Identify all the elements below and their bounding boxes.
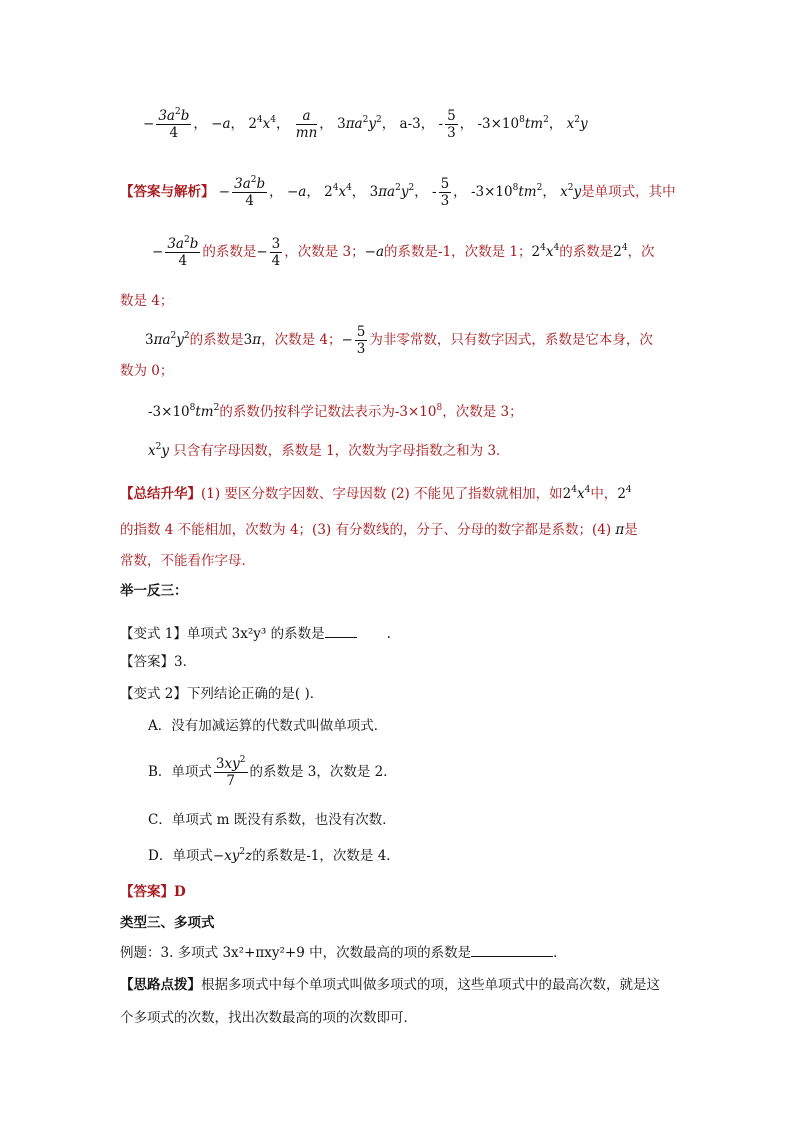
variant-1: 【变式 1】单项式 3x²y³ 的系数是 .: [120, 626, 391, 642]
practice-heading: 举一反三：: [120, 583, 188, 599]
answer-line-7: $x^2y$ 只含有字母因数，系数是 1，次数为字母指数之和为 3．: [148, 442, 510, 459]
section-heading: 类型三、多项式: [120, 915, 215, 931]
answer-tag: 【答案与解析】: [120, 184, 215, 200]
example-question: 例题：3. 多项式 3x²+πxy²+9 中，次数最高的项的系数是 ．: [120, 945, 567, 961]
answer-line-5: 数为 0；: [120, 363, 174, 379]
summary-line-3: 常数，不能看作字母．: [120, 553, 255, 569]
option-d: D．单项式$-xy^2z$的系数是-1，次数是 4．: [148, 847, 400, 864]
expression-list: − $\frac{3a^2b}{4}$ ， −a， $2^4x^4$， $\frac{a}{mn}$ ， $3\pi a^2y^2$， a-3， - $\frac{5}{3}$ ， $-3\times 10^8tm^2$， $x^2y$: [143, 107, 588, 141]
option-b: B．单项式 $\frac{3xy^2}{7}$ 的系数是 3，次数是 2．: [148, 755, 397, 789]
answer-line-4: $3\pi a^2y^2$的系数是3π，次数是 4；− $\frac{5}{3}$ 为非零常数，只有数字因式，系数是它本身，次: [145, 324, 653, 357]
answer-line-2: − $\frac{3a^2b}{4}$ 的系数是− $\frac{3}{4}$ ，次数是 3；−a的系数是-1，次数是 1；$2^4x^4$的系数是$2^4$，次: [152, 235, 655, 269]
answer-line-1: 【答案与解析】 − $\frac{3a^2b}{4}$ ， −a， $2^4x^4$， $3\pi a^2y^2$， - $\frac{5}{3}$ ， $-3\times 10^8tm^2$， $x^2y$是单项式，其中: [120, 175, 676, 209]
summary-line-2: 的指数 4 不能相加，次数为 4；(3) 有分数线的，分子、分母的数字都是系数；(4) π是: [120, 522, 638, 538]
option-c: C．单项式 m 既没有系数，也没有次数．: [148, 812, 396, 828]
answer-blank[interactable]: [471, 956, 553, 957]
hint-line-1: 【思路点拨】根据多项式中每个单项式叫做多项式的项，这些单项式中的最高次数，就是这: [120, 977, 660, 993]
answer-blank[interactable]: [325, 637, 357, 638]
variant-2-answer: 【答案】D: [120, 884, 186, 900]
variant-2: 【变式 2】下列结论正确的是( )．: [120, 686, 324, 702]
answer-line-3: 数是 4；: [120, 293, 174, 309]
hint-line-2: 个多项式的次数，找出次数最高的项的次数即可．: [120, 1010, 417, 1026]
option-a: A．没有加减运算的代数式叫做单项式．: [148, 718, 388, 734]
answer-line-6: $-3\times 10^8tm^2$的系数仍按科学记数法表示为$-3\times 10^8$，次数是 3；: [148, 403, 523, 420]
variant-1-answer: 【答案】3．: [120, 654, 197, 670]
summary-line-1: 【总结升华】(1) 要区分数字因数、字母因数 (2) 不能见了指数就相加，如$2^4x^4$中，$2^4$: [120, 485, 632, 502]
